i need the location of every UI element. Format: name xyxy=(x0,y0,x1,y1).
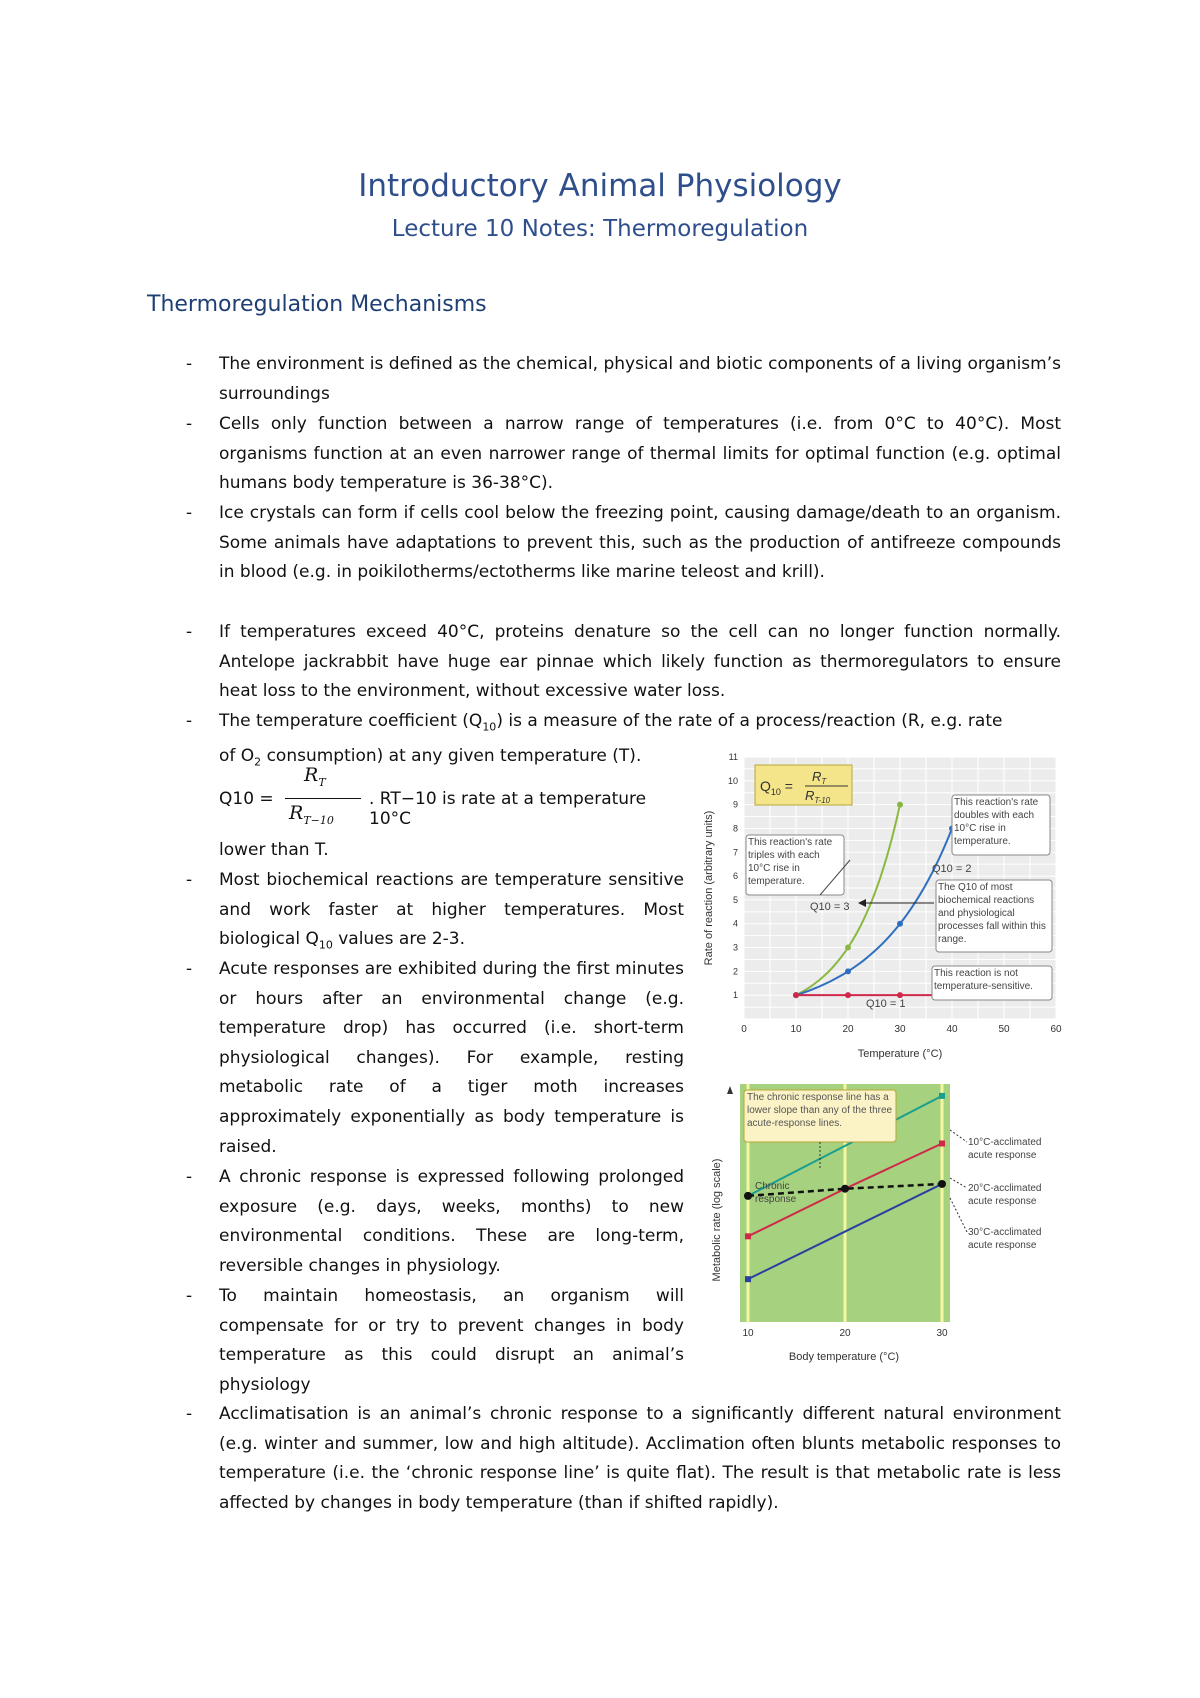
legend-10c: 10°C-acclimated acute response xyxy=(968,1137,1042,1161)
data-point xyxy=(745,1276,751,1282)
bullet-dash: - xyxy=(186,414,193,434)
document-title: Introductory Animal Physiology xyxy=(358,168,842,204)
legend-30c: 30°C-acclimated acute response xyxy=(968,1227,1042,1251)
bullet-text: ) is a measure of the rate of a process/reaction (R, e.g. rate xyxy=(496,711,1003,731)
data-point xyxy=(841,1185,849,1193)
x-tick-label: 30 xyxy=(936,1328,948,1339)
y-tick-label: 4 xyxy=(732,918,738,929)
bullet-dash: - xyxy=(186,354,193,374)
y-tick-label: 2 xyxy=(732,966,738,977)
data-point xyxy=(897,802,903,808)
section-heading: Thermoregulation Mechanisms xyxy=(147,292,487,317)
y-axis-label: Rate of reaction (arbitrary units) xyxy=(703,810,715,966)
y-tick-label: 7 xyxy=(732,847,738,858)
annotation-chronic-slope: The chronic response line has a lower slope than any of the three acute-response lines. xyxy=(744,1090,896,1170)
x-tick-label: 20 xyxy=(839,1328,851,1339)
annotation-not-sensitive: This reaction is not temperature-sensitive. xyxy=(932,966,1052,1000)
data-point xyxy=(744,1192,752,1200)
bullet-text: of O xyxy=(219,745,255,766)
y-tick-label: 1 xyxy=(732,990,738,1001)
bullet-dash: - xyxy=(186,503,193,523)
bullet-text: consumption) at any given temperature (T). xyxy=(261,745,642,766)
subscript: 2 xyxy=(254,755,262,769)
fraction-bar xyxy=(285,798,361,799)
bullet-text: To maintain homeostasis, an organism will compensate for or try to prevent changes in body temperature as this could disrupt an animal’s physiology xyxy=(219,1286,684,1395)
data-point xyxy=(939,1141,945,1147)
label-q10-2: Q10 = 2 xyxy=(932,863,972,875)
x-axis-label: Body temperature (°C) xyxy=(788,1351,900,1363)
bullet-high-temperature xyxy=(186,618,1061,707)
y-tick-label: 10 xyxy=(727,775,738,786)
bullet-dash: - xyxy=(186,959,193,979)
formula-num: $R_T$ xyxy=(812,769,827,786)
data-point xyxy=(938,1180,946,1188)
acclimation-chart xyxy=(700,1080,1070,1365)
bullet-text: Ice crystals can form if cells cool below the freezing point, causing damage/death to an organism. Some animals have adaptations to prevent this, such as the production of antifreeze compounds in blood (e.g. in poikilotherms/ectotherms like marine teleost and krill). xyxy=(219,503,1061,583)
x-tick-label: 0 xyxy=(741,1024,747,1035)
data-point xyxy=(845,992,851,998)
formula-den: $R_{T-10}$ xyxy=(805,788,831,805)
y-tick-label: 5 xyxy=(732,894,738,905)
bullet-acute-response xyxy=(186,955,684,1162)
bullet-environment xyxy=(186,350,1061,409)
bullet-text: Acute responses are exhibited during the first minutes or hours after an environmental change (e.g. temperature drop) has occurred (i.e. short-term physiological changes). For example, resting metabolic rate of a tiger moth increases approximately exponentially as body temperature is raised. xyxy=(219,959,684,1157)
bullet-dash: - xyxy=(186,870,193,890)
q10-lhs: Q10 = xyxy=(219,789,274,809)
data-point xyxy=(793,992,799,998)
annotation-triples: This reaction's rate triples with each 10°C rise in temperature. xyxy=(746,835,850,895)
bullet-text: If temperatures exceed 40°C, proteins denature so the cell can no longer function normally. Antelope jackrabbit have huge ear pinnae which likely function as thermoregulators to ensure heat loss to the environment, without excessive water loss. xyxy=(219,622,1061,702)
bullet-homeostasis xyxy=(186,1282,684,1400)
data-point xyxy=(845,945,851,951)
y-tick-label: 9 xyxy=(732,799,738,810)
x-tick-label: 10 xyxy=(742,1328,754,1339)
y-axis-label: Metabolic rate (log scale) xyxy=(711,1158,723,1282)
formula-q: $Q_{10}$ = xyxy=(760,778,793,797)
x-axis-label: Temperature (°C) xyxy=(857,1048,943,1060)
x-tick-label: 40 xyxy=(946,1024,958,1035)
q10-chart xyxy=(700,752,1062,1065)
q10-explanation-cont: lower than T. xyxy=(219,840,329,860)
annotation-range: The Q10 of most biochemical reactions and physiological processes fall within this range. xyxy=(858,880,1052,952)
data-point xyxy=(897,921,903,927)
x-tick-label: 50 xyxy=(998,1024,1010,1035)
bullet-ice-crystals xyxy=(186,499,1061,588)
subscript: 10 xyxy=(482,720,497,734)
x-tick-label: 30 xyxy=(894,1024,906,1035)
bullet-dash: - xyxy=(186,1167,193,1187)
bullet-text: values are 2-3. xyxy=(332,929,465,950)
bullet-text: Acclimatisation is an animal’s chronic response to a significantly different natural environment (e.g. winter and summer, low and high altitude). Acclimation often blunts metabolic responses to temperature (i.e. the ‘chronic response line’ is quite flat). The result is that metabolic rate is less affected by changes in body temperature (than if shifted rapidly). xyxy=(219,1404,1061,1513)
x-tick-label: 60 xyxy=(1050,1024,1062,1035)
q10-equation xyxy=(219,764,689,836)
legend-leaders xyxy=(950,1130,967,1232)
label-q10-3: Q10 = 3 xyxy=(810,901,850,913)
x-tick-label: 20 xyxy=(842,1024,854,1035)
q10-numerator: $R_T$ xyxy=(304,764,326,789)
q10-explanation: . RT−10 is rate at a temperature 10°C xyxy=(369,789,647,829)
bullet-biochemical xyxy=(186,866,684,960)
bullet-text: Most biochemical reactions are temperature sensitive and work faster at higher temperatures. Most biological Q xyxy=(219,870,684,950)
bullet-dash: - xyxy=(186,1404,193,1424)
bullet-dash: - xyxy=(186,1286,193,1306)
document-subtitle: Lecture 10 Notes: Thermoregulation xyxy=(391,216,809,242)
q10-denominator: $R_{T-10}$ xyxy=(289,802,334,827)
data-point xyxy=(745,1233,751,1239)
label-q10-1: Q10 = 1 xyxy=(866,998,906,1010)
x-tick-label: 10 xyxy=(790,1024,802,1035)
y-tick-label: 3 xyxy=(732,942,738,953)
chronic-label: Chronic response xyxy=(755,1181,797,1205)
legend-20c: 20°C-acclimated acute response xyxy=(968,1183,1042,1207)
y-tick-label: 6 xyxy=(732,871,738,882)
y-tick-label: 11 xyxy=(728,752,738,762)
y-tick-label: 8 xyxy=(732,823,738,834)
bullet-text: The environment is defined as the chemical, physical and biotic components of a living organism’s surroundings xyxy=(219,354,1061,404)
subscript: 10 xyxy=(318,938,333,952)
bullet-acclimatisation xyxy=(186,1400,1061,1518)
bullet-text: A chronic response is expressed following prolonged exposure (e.g. days, weeks, months) to new environmental conditions. These are long-term, reversible changes in physiology. xyxy=(219,1167,684,1276)
bullet-dash: - xyxy=(186,622,193,642)
annotation-doubles: This reaction's rate doubles with each 10°C rise in temperature. xyxy=(952,795,1050,855)
data-point xyxy=(939,1093,945,1099)
bullet-text: The temperature coefficient (Q xyxy=(219,711,483,731)
bullet-dash: - xyxy=(186,711,193,731)
bullet-chronic-response xyxy=(186,1163,684,1281)
y-axis-arrow xyxy=(727,1086,733,1094)
bullet-text: Cells only function between a narrow range of temperatures (i.e. from 0°C to 40°C). Most organisms function at an even narrower range of thermal limits for optimal function (e.g. optimal humans body temperature is 36-38°C). xyxy=(219,414,1061,494)
bullet-cells-temperature xyxy=(186,410,1061,499)
data-point xyxy=(845,968,851,974)
